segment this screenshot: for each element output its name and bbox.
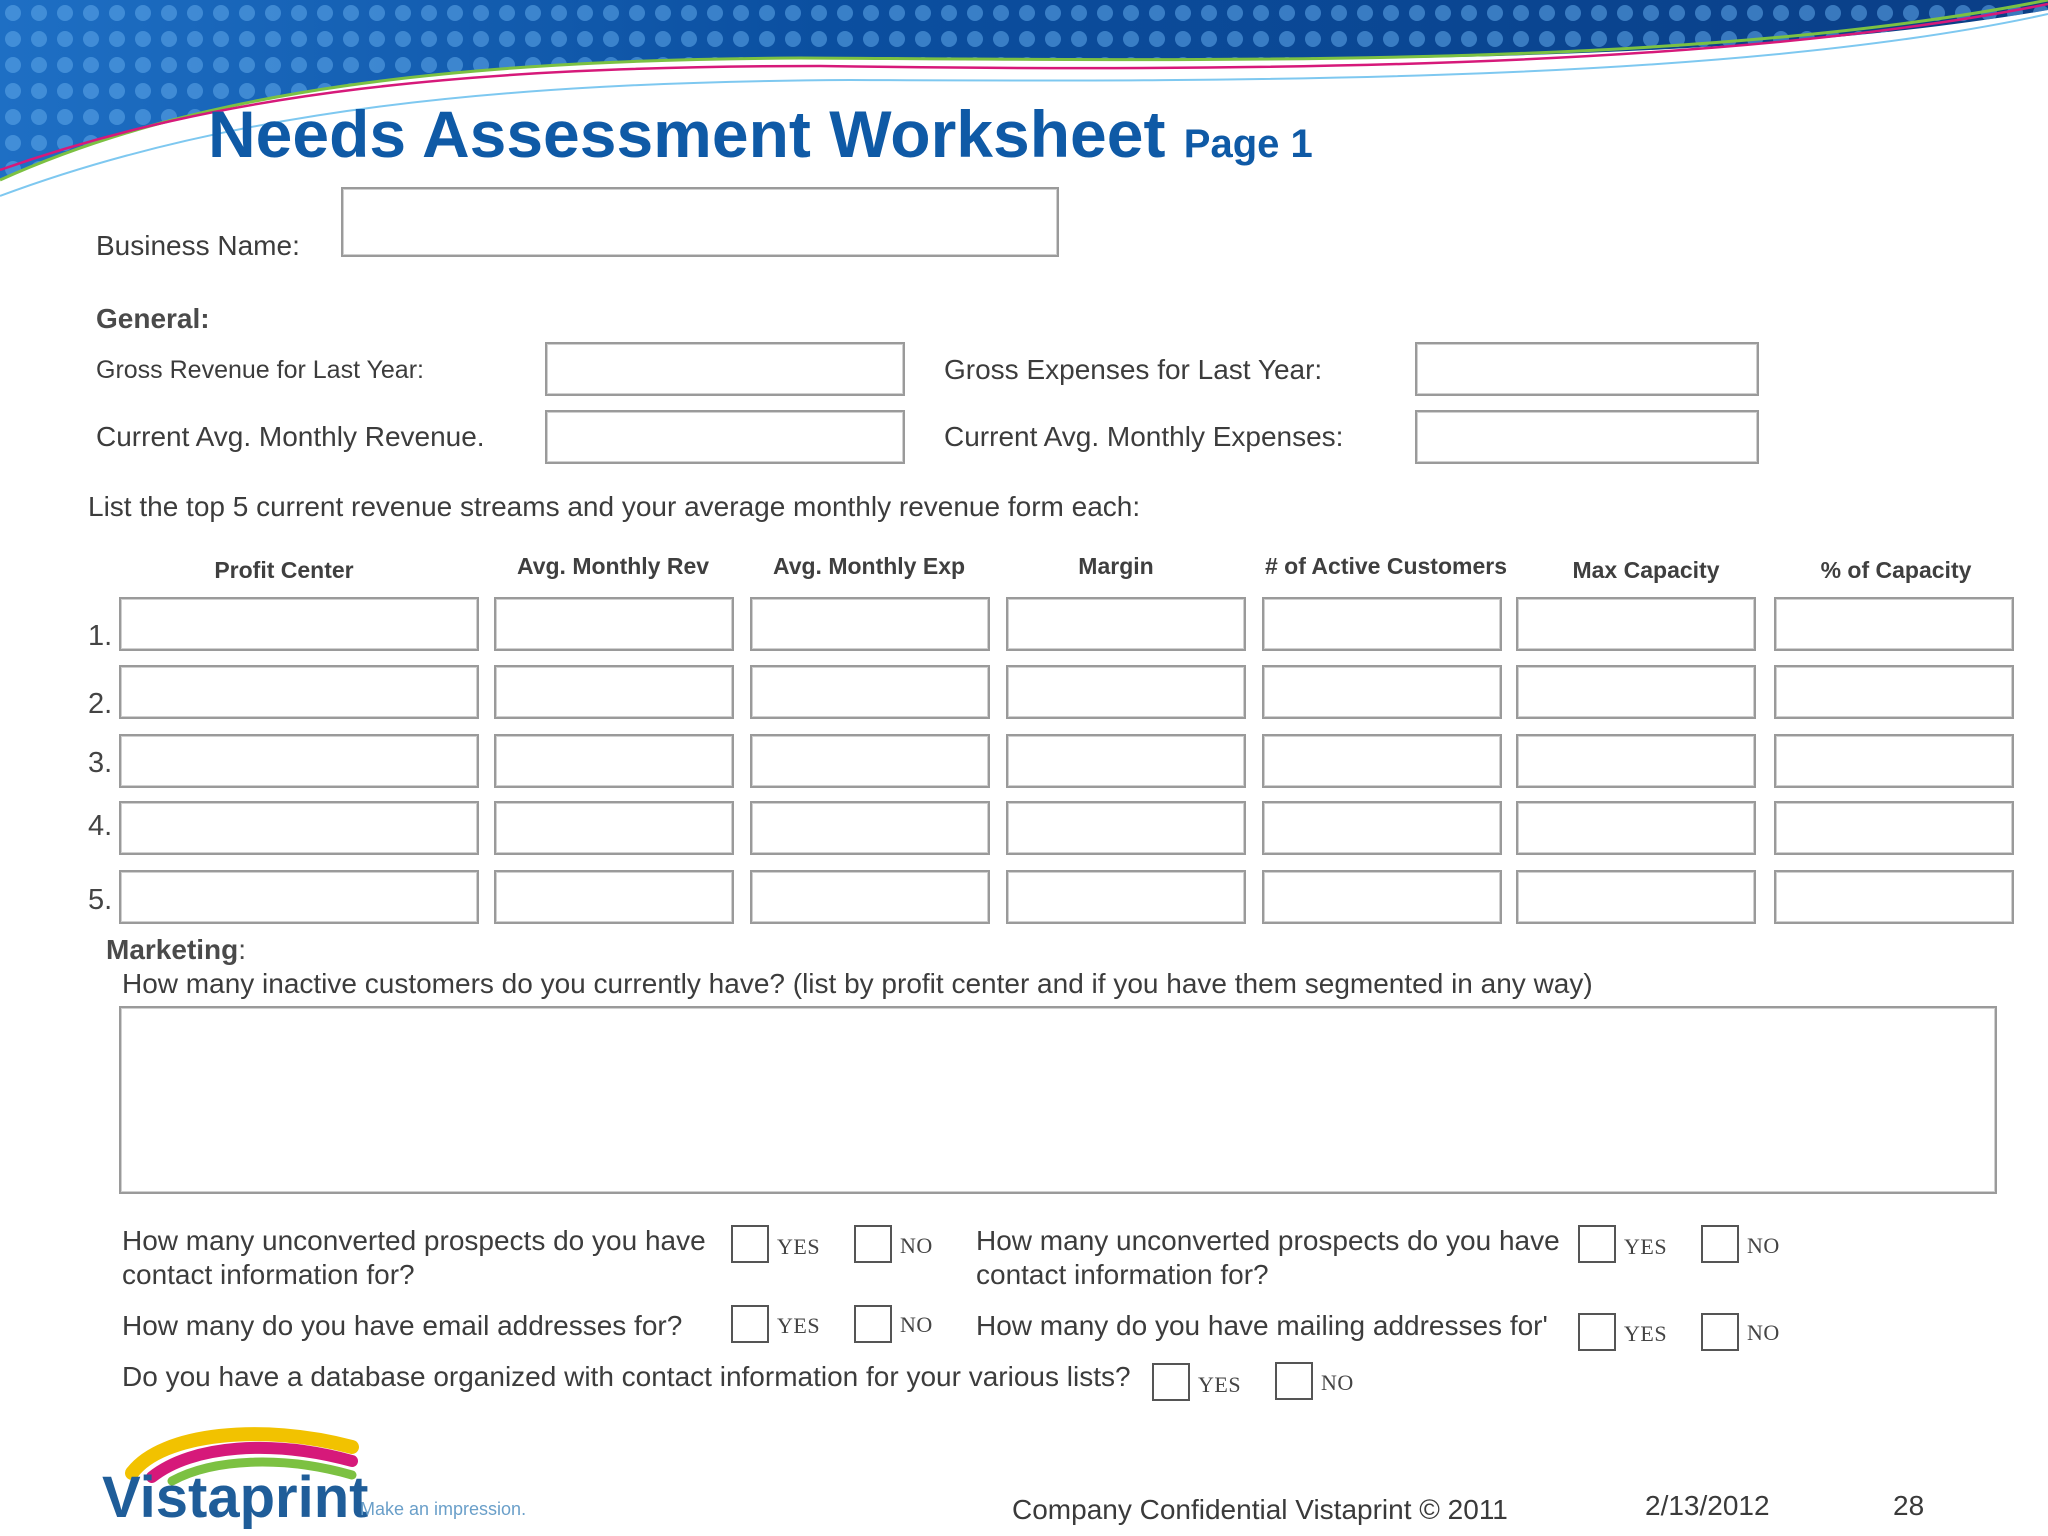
stream-row-2-avg-monthly-exp-input[interactable] <box>750 665 990 719</box>
mailing-yes-checkbox[interactable] <box>1578 1313 1616 1351</box>
gross-expenses-input[interactable] <box>1415 342 1759 396</box>
stream-row-3-profit-center-input[interactable] <box>119 734 479 788</box>
logo-wordmark: Vistaprint <box>102 1465 369 1530</box>
stream-row-5-profit-center-input[interactable] <box>119 870 479 924</box>
stream-row-3-avg-monthly-exp-input[interactable] <box>750 734 990 788</box>
monthly-expenses-label: Current Avg. Monthly Expenses: <box>944 421 1344 452</box>
stream-row-4-avg-monthly-rev-input[interactable] <box>494 801 734 855</box>
stream-row-3-margin-input[interactable] <box>1006 734 1246 788</box>
row-number: 3. <box>88 747 113 779</box>
col-max-capacity: Max Capacity <box>1572 557 1720 583</box>
prospects-right-no-checkbox[interactable] <box>1701 1225 1739 1263</box>
email-yes-label: YES <box>777 1313 821 1338</box>
col-profit-center: Profit Center <box>214 557 354 583</box>
footer-confidential: Company Confidential Vistaprint © 2011 <box>1012 1494 1508 1525</box>
prospects-right-no-label: NO <box>1747 1233 1780 1258</box>
email-yes-checkbox[interactable] <box>731 1305 769 1343</box>
mailing-no-checkbox[interactable] <box>1701 1313 1739 1351</box>
business-name-label: Business Name: <box>96 230 300 261</box>
footer-page-number: 28 <box>1893 1490 1925 1521</box>
monthly-revenue-input[interactable] <box>545 410 905 464</box>
prospects-left-yes-label: YES <box>777 1234 821 1259</box>
prospects-right-yes-label: YES <box>1624 1234 1668 1259</box>
row-number: 1. <box>88 620 113 652</box>
logo-tagline: Make an impression. <box>360 1499 527 1519</box>
stream-row-1-profit-center-input[interactable] <box>119 597 479 651</box>
mailing-yes-label: YES <box>1624 1321 1668 1346</box>
stream-row-1-active-customers-input[interactable] <box>1262 597 1502 651</box>
stream-row-4-percent-capacity-input[interactable] <box>1774 801 2014 855</box>
gross-revenue-label: Gross Revenue for Last Year: <box>96 356 424 384</box>
email-no-label: NO <box>900 1312 933 1337</box>
title-text: Needs Assessment Worksheet <box>208 97 1166 171</box>
marketing-heading-text: Marketing <box>106 934 239 965</box>
business-name-input[interactable] <box>341 187 1059 257</box>
col-avg-monthly-rev: Avg. Monthly Rev <box>516 553 710 579</box>
stream-row-4-avg-monthly-exp-input[interactable] <box>750 801 990 855</box>
stream-row-1-percent-capacity-input[interactable] <box>1774 597 2014 651</box>
database-yes-label: YES <box>1198 1372 1242 1397</box>
row-number: 2. <box>88 688 113 720</box>
mailing-no-label: NO <box>1747 1320 1780 1345</box>
stream-row-3-percent-capacity-input[interactable] <box>1774 734 2014 788</box>
gross-revenue-input[interactable] <box>545 342 905 396</box>
stream-row-2-avg-monthly-rev-input[interactable] <box>494 665 734 719</box>
prospects-left-no-checkbox[interactable] <box>854 1225 892 1263</box>
gross-expenses-label: Gross Expenses for Last Year: <box>944 354 1323 385</box>
stream-row-3-active-customers-input[interactable] <box>1262 734 1502 788</box>
question-email: How many do you have email addresses for? <box>122 1310 683 1341</box>
streams-instruction: List the top 5 current revenue streams and your average monthly revenue form each: <box>88 491 1141 522</box>
stream-row-2-percent-capacity-input[interactable] <box>1774 665 2014 719</box>
question-mailing: How many do you have mailing addresses for' <box>976 1310 1548 1341</box>
col-percent-capacity: % of Capacity <box>1820 557 1972 583</box>
prospects-right-yes-checkbox[interactable] <box>1578 1225 1616 1263</box>
monthly-expenses-input[interactable] <box>1415 410 1759 464</box>
stream-row-4-active-customers-input[interactable] <box>1262 801 1502 855</box>
stream-row-5-avg-monthly-rev-input[interactable] <box>494 870 734 924</box>
stream-row-2-max-capacity-input[interactable] <box>1516 665 1756 719</box>
monthly-revenue-label: Current Avg. Monthly Revenue. <box>96 421 485 452</box>
col-active-customers: # of Active Customers <box>1265 553 1507 579</box>
footer-date: 2/13/2012 <box>1645 1490 1770 1521</box>
database-no-label: NO <box>1321 1370 1354 1395</box>
question-prospects-right: How many unconverted prospects do you have contact information for? <box>976 1225 1560 1290</box>
col-avg-monthly-exp: Avg. Monthly Exp <box>772 553 966 579</box>
stream-row-4-max-capacity-input[interactable] <box>1516 801 1756 855</box>
stream-row-2-active-customers-input[interactable] <box>1262 665 1502 719</box>
marketing-heading <box>106 934 246 966</box>
stream-row-3-max-capacity-input[interactable] <box>1516 734 1756 788</box>
col-margin: Margin <box>1078 553 1154 579</box>
database-no-checkbox[interactable] <box>1275 1362 1313 1400</box>
stream-row-5-active-customers-input[interactable] <box>1262 870 1502 924</box>
page-title <box>208 96 1313 172</box>
database-yes-checkbox[interactable] <box>1152 1363 1190 1401</box>
stream-row-5-margin-input[interactable] <box>1006 870 1246 924</box>
inactive-customers-question: How many inactive customers do you currently have? (list by profit center and if you have them segmented in any way) <box>122 968 1593 999</box>
prospects-left-no-label: NO <box>900 1233 933 1258</box>
stream-row-4-margin-input[interactable] <box>1006 801 1246 855</box>
stream-row-1-avg-monthly-rev-input[interactable] <box>494 597 734 651</box>
prospects-left-yes-checkbox[interactable] <box>731 1225 769 1263</box>
question-database: Do you have a database organized with contact information for your various lists? <box>122 1361 1131 1392</box>
stream-row-2-margin-input[interactable] <box>1006 665 1246 719</box>
inactive-customers-textarea[interactable] <box>119 1006 1997 1194</box>
question-prospects-left: How many unconverted prospects do you have contact information for? <box>122 1225 706 1290</box>
stream-row-5-percent-capacity-input[interactable] <box>1774 870 2014 924</box>
email-no-checkbox[interactable] <box>854 1305 892 1343</box>
marketing-heading-colon: : <box>238 934 247 965</box>
general-heading: General: <box>96 303 210 334</box>
stream-row-5-avg-monthly-exp-input[interactable] <box>750 870 990 924</box>
stream-row-2-profit-center-input[interactable] <box>119 665 479 719</box>
stream-row-1-margin-input[interactable] <box>1006 597 1246 651</box>
stream-row-4-profit-center-input[interactable] <box>119 801 479 855</box>
page-indicator: Page 1 <box>1183 122 1313 166</box>
stream-row-3-avg-monthly-rev-input[interactable] <box>494 734 734 788</box>
stream-row-1-max-capacity-input[interactable] <box>1516 597 1756 651</box>
row-number: 4. <box>88 810 113 842</box>
stream-row-5-max-capacity-input[interactable] <box>1516 870 1756 924</box>
stream-row-1-avg-monthly-exp-input[interactable] <box>750 597 990 651</box>
vistaprint-logo <box>102 1425 562 1535</box>
row-number: 5. <box>88 884 113 916</box>
